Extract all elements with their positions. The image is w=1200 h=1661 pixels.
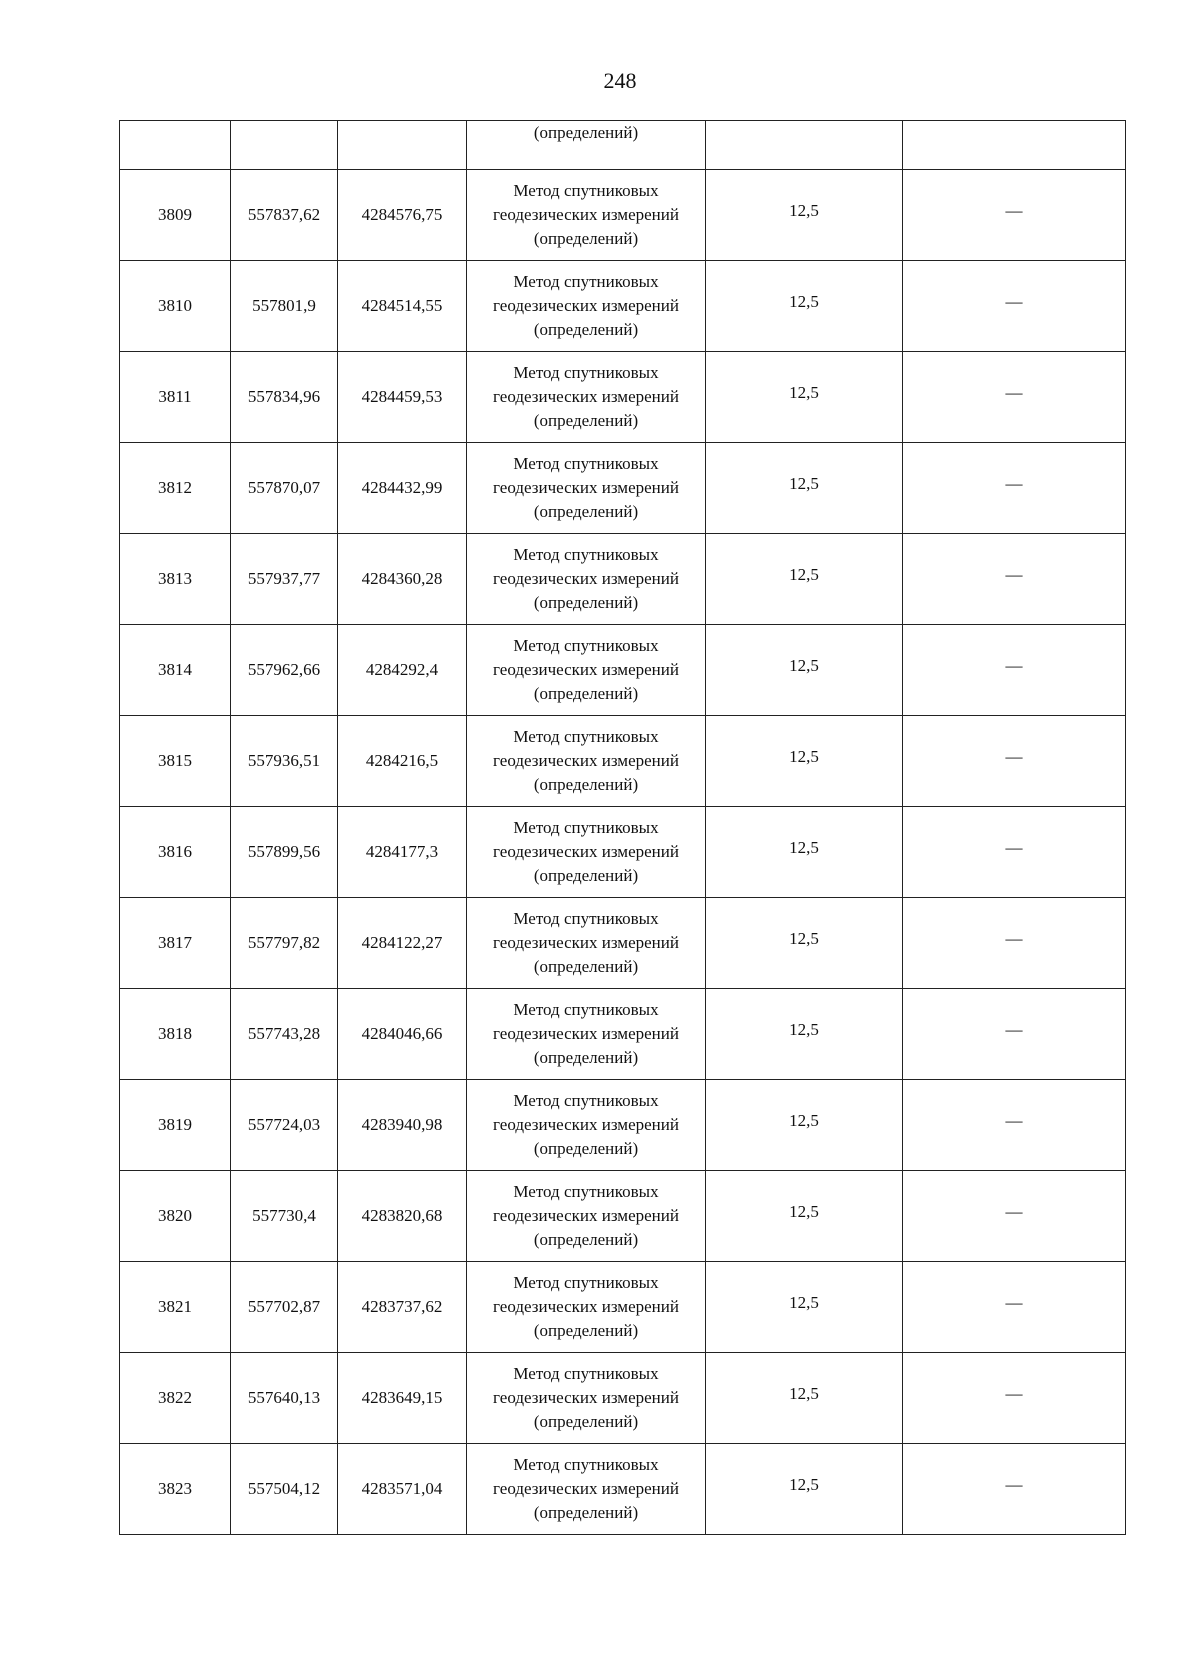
y-coordinate-cell: 4283940,98 bbox=[338, 1080, 467, 1171]
x-coordinate-cell: 557724,03 bbox=[231, 1080, 338, 1171]
method-line: (определений) bbox=[533, 1139, 639, 1158]
description-value: — bbox=[1005, 1020, 1023, 1039]
y-coordinate-cell: 4284216,5 bbox=[338, 716, 467, 807]
method-line: геодезических измерений bbox=[493, 1479, 679, 1498]
method-cell bbox=[467, 261, 706, 352]
method-line: (определений) bbox=[533, 593, 639, 612]
description-value: — bbox=[1005, 1384, 1023, 1403]
description-value: — bbox=[1005, 838, 1023, 857]
table-row bbox=[120, 443, 1126, 534]
point-number-cell: 3821 bbox=[120, 1262, 231, 1353]
method-cell bbox=[467, 1444, 706, 1535]
method-cell bbox=[467, 352, 706, 443]
description-cell bbox=[903, 1080, 1126, 1171]
method-line: геодезических измерений bbox=[493, 387, 679, 406]
method-cell bbox=[467, 716, 706, 807]
x-coordinate-cell: 557937,77 bbox=[231, 534, 338, 625]
table-row bbox=[120, 1444, 1126, 1535]
table-row bbox=[120, 898, 1126, 989]
x-coordinate-cell: 557837,62 bbox=[231, 170, 338, 261]
point-number-cell: 3818 bbox=[120, 989, 231, 1080]
description-cell bbox=[903, 989, 1126, 1080]
method-line: (определений) bbox=[533, 1412, 639, 1431]
accuracy-cell bbox=[706, 898, 903, 989]
point-number-cell: 3811 bbox=[120, 352, 231, 443]
accuracy-cell bbox=[706, 1444, 903, 1535]
y-coordinate-cell: 4283649,15 bbox=[338, 1353, 467, 1444]
method-line: Метод спутниковых bbox=[513, 636, 659, 655]
method-cell bbox=[467, 170, 706, 261]
description-cell bbox=[903, 1262, 1126, 1353]
method-cell bbox=[467, 443, 706, 534]
accuracy-cell bbox=[706, 170, 903, 261]
method-line: (определений) bbox=[533, 502, 639, 521]
table-row bbox=[120, 1171, 1126, 1262]
accuracy-value: 12,5 bbox=[789, 201, 819, 220]
description-cell bbox=[903, 898, 1126, 989]
accuracy-value: 12,5 bbox=[789, 1475, 819, 1494]
method-line: геодезических измерений bbox=[493, 1115, 679, 1134]
x-coordinate-cell: 557870,07 bbox=[231, 443, 338, 534]
accuracy-cell bbox=[706, 352, 903, 443]
point-number-cell: 3820 bbox=[120, 1171, 231, 1262]
table-row bbox=[120, 807, 1126, 898]
table-row bbox=[120, 170, 1126, 261]
method-line: геодезических измерений bbox=[493, 478, 679, 497]
y-coordinate-cell: 4284514,55 bbox=[338, 261, 467, 352]
description-cell bbox=[903, 170, 1126, 261]
x-coordinate-cell: 557801,9 bbox=[231, 261, 338, 352]
point-number-cell bbox=[120, 121, 231, 170]
description-cell bbox=[903, 625, 1126, 716]
method-cell bbox=[467, 625, 706, 716]
method-line: Метод спутниковых bbox=[513, 545, 659, 564]
point-number-cell: 3823 bbox=[120, 1444, 231, 1535]
table-row bbox=[120, 989, 1126, 1080]
x-coordinate-cell: 557797,82 bbox=[231, 898, 338, 989]
y-coordinate-cell: 4284360,28 bbox=[338, 534, 467, 625]
method-line: геодезических измерений bbox=[493, 1297, 679, 1316]
description-value: — bbox=[1005, 201, 1023, 220]
description-value: — bbox=[1005, 1293, 1023, 1312]
method-line: Метод спутниковых bbox=[513, 363, 659, 382]
table-row bbox=[120, 1262, 1126, 1353]
description-cell bbox=[903, 1444, 1126, 1535]
method-line: Метод спутниковых bbox=[513, 1182, 659, 1201]
x-coordinate-cell: 557730,4 bbox=[231, 1171, 338, 1262]
y-coordinate-cell: 4283820,68 bbox=[338, 1171, 467, 1262]
method-line: геодезических измерений bbox=[493, 205, 679, 224]
description-value: — bbox=[1005, 1111, 1023, 1130]
method-line: (определений) bbox=[533, 775, 639, 794]
x-coordinate-cell: 557962,66 bbox=[231, 625, 338, 716]
method-line: Метод спутниковых bbox=[513, 1091, 659, 1110]
x-coordinate-cell: 557936,51 bbox=[231, 716, 338, 807]
method-line: геодезических измерений bbox=[493, 1206, 679, 1225]
accuracy-value: 12,5 bbox=[789, 1020, 819, 1039]
x-coordinate-cell: 557899,56 bbox=[231, 807, 338, 898]
accuracy-cell bbox=[706, 1262, 903, 1353]
method-line: (определений) bbox=[533, 229, 639, 248]
accuracy-cell bbox=[706, 1080, 903, 1171]
accuracy-cell bbox=[706, 807, 903, 898]
description-value: — bbox=[1005, 656, 1023, 675]
x-coordinate-cell: 557834,96 bbox=[231, 352, 338, 443]
x-coordinate-cell: 557702,87 bbox=[231, 1262, 338, 1353]
method-line: (определений) bbox=[533, 866, 639, 885]
method-line: (определений) bbox=[533, 957, 639, 976]
table-row bbox=[120, 1353, 1126, 1444]
y-coordinate-cell: 4284459,53 bbox=[338, 352, 467, 443]
point-number-cell: 3816 bbox=[120, 807, 231, 898]
x-coordinate-cell: 557504,12 bbox=[231, 1444, 338, 1535]
point-number-cell: 3819 bbox=[120, 1080, 231, 1171]
description-cell bbox=[903, 261, 1126, 352]
method-cell bbox=[467, 534, 706, 625]
table-row bbox=[120, 625, 1126, 716]
description-value: — bbox=[1005, 383, 1023, 402]
accuracy-value: 12,5 bbox=[789, 929, 819, 948]
method-cell bbox=[467, 1353, 706, 1444]
accuracy-cell bbox=[706, 1171, 903, 1262]
y-coordinate-cell: 4284046,66 bbox=[338, 989, 467, 1080]
method-line: геодезических измерений bbox=[493, 1388, 679, 1407]
point-number-cell: 3822 bbox=[120, 1353, 231, 1444]
method-line: Метод спутниковых bbox=[513, 272, 659, 291]
method-cell bbox=[467, 989, 706, 1080]
y-coordinate-cell: 4283571,04 bbox=[338, 1444, 467, 1535]
y-coordinate-cell bbox=[338, 121, 467, 170]
accuracy-value: 12,5 bbox=[789, 565, 819, 584]
method-cell bbox=[467, 898, 706, 989]
method-line: (определений) bbox=[533, 320, 639, 339]
description-cell bbox=[903, 1171, 1126, 1262]
method-cell: (определений) bbox=[467, 121, 706, 170]
description-cell bbox=[903, 1353, 1126, 1444]
method-line: Метод спутниковых bbox=[513, 181, 659, 200]
method-line: Метод спутниковых bbox=[513, 454, 659, 473]
method-line: геодезических измерений bbox=[493, 296, 679, 315]
description-value: — bbox=[1005, 474, 1023, 493]
description-value: — bbox=[1005, 292, 1023, 311]
description-value: — bbox=[1005, 1475, 1023, 1494]
method-line: (определений) bbox=[533, 684, 639, 703]
description-value: — bbox=[1005, 1202, 1023, 1221]
accuracy-value: 12,5 bbox=[789, 474, 819, 493]
y-coordinate-cell: 4284292,4 bbox=[338, 625, 467, 716]
accuracy-value: 12,5 bbox=[789, 1384, 819, 1403]
table-row bbox=[120, 1080, 1126, 1171]
y-coordinate-cell: 4284576,75 bbox=[338, 170, 467, 261]
point-number-cell: 3814 bbox=[120, 625, 231, 716]
accuracy-cell bbox=[706, 716, 903, 807]
accuracy-value: 12,5 bbox=[789, 656, 819, 675]
accuracy-value: 12,5 bbox=[789, 292, 819, 311]
point-number-cell: 3809 bbox=[120, 170, 231, 261]
method-line: (определений) bbox=[533, 411, 639, 430]
method-cell bbox=[467, 1262, 706, 1353]
method-line: (определений) bbox=[533, 1230, 639, 1249]
method-line: Метод спутниковых bbox=[513, 909, 659, 928]
method-line: геодезических измерений bbox=[493, 1024, 679, 1043]
description-cell bbox=[903, 534, 1126, 625]
description-value: — bbox=[1005, 565, 1023, 584]
point-number-cell: 3815 bbox=[120, 716, 231, 807]
method-line: геодезических измерений bbox=[493, 751, 679, 770]
method-line: (определений) bbox=[533, 1048, 639, 1067]
accuracy-cell bbox=[706, 443, 903, 534]
x-coordinate-cell bbox=[231, 121, 338, 170]
x-coordinate-cell: 557640,13 bbox=[231, 1353, 338, 1444]
accuracy-value: 12,5 bbox=[789, 747, 819, 766]
method-line: Метод спутниковых bbox=[513, 727, 659, 746]
method-line: геодезических измерений bbox=[493, 569, 679, 588]
method-line: Метод спутниковых bbox=[513, 1273, 659, 1292]
description-cell bbox=[903, 716, 1126, 807]
description-cell bbox=[903, 121, 1126, 170]
method-line: геодезических измерений bbox=[493, 933, 679, 952]
accuracy-value: 12,5 bbox=[789, 1111, 819, 1130]
point-number-cell: 3812 bbox=[120, 443, 231, 534]
page-number: 248 bbox=[603, 68, 637, 93]
method-line: (определений) bbox=[533, 1321, 639, 1340]
method-cell bbox=[467, 807, 706, 898]
description-cell bbox=[903, 443, 1126, 534]
coordinates-table bbox=[119, 120, 1126, 1535]
method-line: Метод спутниковых bbox=[513, 1000, 659, 1019]
y-coordinate-cell: 4284177,3 bbox=[338, 807, 467, 898]
table-row bbox=[120, 534, 1126, 625]
method-line: Метод спутниковых bbox=[513, 1455, 659, 1474]
point-number-cell: 3813 bbox=[120, 534, 231, 625]
accuracy-cell bbox=[706, 534, 903, 625]
accuracy-value: 12,5 bbox=[789, 838, 819, 857]
accuracy-cell bbox=[706, 1353, 903, 1444]
method-line: Метод спутниковых bbox=[513, 1364, 659, 1383]
table-row bbox=[120, 352, 1126, 443]
method-line: геодезических измерений bbox=[493, 660, 679, 679]
accuracy-value: 12,5 bbox=[789, 1202, 819, 1221]
accuracy-cell bbox=[706, 121, 903, 170]
point-number-cell: 3810 bbox=[120, 261, 231, 352]
method-cell bbox=[467, 1171, 706, 1262]
point-number-cell: 3817 bbox=[120, 898, 231, 989]
y-coordinate-cell: 4284432,99 bbox=[338, 443, 467, 534]
method-cell bbox=[467, 1080, 706, 1171]
description-cell bbox=[903, 807, 1126, 898]
method-line: геодезических измерений bbox=[493, 842, 679, 861]
continued-row bbox=[120, 121, 1126, 170]
y-coordinate-cell: 4283737,62 bbox=[338, 1262, 467, 1353]
accuracy-value: 12,5 bbox=[789, 383, 819, 402]
method-line: Метод спутниковых bbox=[513, 818, 659, 837]
accuracy-value: 12,5 bbox=[789, 1293, 819, 1312]
description-value: — bbox=[1005, 929, 1023, 948]
description-value: — bbox=[1005, 747, 1023, 766]
x-coordinate-cell: 557743,28 bbox=[231, 989, 338, 1080]
description-cell bbox=[903, 352, 1126, 443]
method-line: (определений) bbox=[533, 1503, 639, 1522]
accuracy-cell bbox=[706, 261, 903, 352]
accuracy-cell bbox=[706, 989, 903, 1080]
y-coordinate-cell: 4284122,27 bbox=[338, 898, 467, 989]
table-row bbox=[120, 261, 1126, 352]
accuracy-cell bbox=[706, 625, 903, 716]
table-row bbox=[120, 716, 1126, 807]
